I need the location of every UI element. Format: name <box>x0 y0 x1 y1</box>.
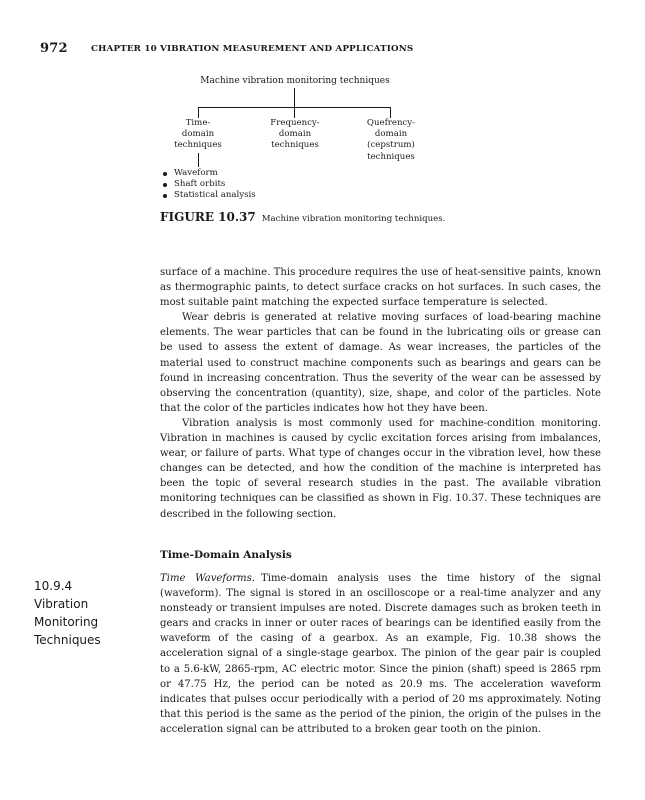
diagram-root-connector <box>294 88 295 108</box>
bullet-item: Waveform <box>160 168 256 179</box>
figure-caption <box>160 211 460 225</box>
run-in-heading: Time Waveforms. <box>160 573 255 584</box>
node-line: domain <box>278 129 312 140</box>
bullet-item: Shaft orbits <box>160 179 256 190</box>
diagram-node-frequency-domain <box>259 118 331 152</box>
diagram-node-time-domain <box>168 118 228 152</box>
paragraph: Vibration analysis is most commonly used for machine-condition monitoring. Vibration in machines is caused by cyclic excitation forces arising from imbalances, wear, or failure of parts. What type of changes occur in the vibration level, how these changes can be detected, and how the condition of the machine is interpreted has been the topic of several research studies in the past. The available vibration monitoring techniques can be classified as shown in Fig. 10.37. These techniques are described in the following section. <box>160 417 601 520</box>
section-title-line: Techniques <box>34 633 101 647</box>
chapter-header: CHAPTER 10 VIBRATION MEASUREMENT AND APPLICATIONS <box>91 44 414 54</box>
node-line: domain <box>181 129 215 140</box>
node-line: domain <box>374 129 408 140</box>
figure-caption-text: Machine vibration monitoring techniques. <box>261 214 446 224</box>
body-text <box>160 265 601 522</box>
figure-label: FIGURE 10.37 <box>160 210 256 224</box>
paragraph-text: Time-domain analysis uses the time history of the signal (waveform). The signal is stored in an oscilloscope or a real-time analyzer and any nonsteady or transient impulses are noted. Discrete damages such as broken teeth in gears and cracks in inner or outer races of bearings can be identified easily from the waveform of the casing of a gearbox. As an example, Fig. 10.38 shows the acceleration signal of a single-stage gearbox. The pinion of the gear pair is coupled to a 5.6-kW, 2865-rpm, AC electric motor. Since the pinion (shaft) speed is 2865 rpm or 47.75 Hz, the period can be noted as 20.9 ms. The acceleration waveform indicates that pulses occur periodically with a period of 20 ms approximately. Noting that this period is the same as the period of the pinion, the origin of the pulses in the acceleration signal can be attributed to a broken gear tooth on the pinion. <box>160 573 601 735</box>
time-domain-bullet-list <box>160 168 256 201</box>
subsection-text <box>160 571 601 737</box>
diagram-node-quefrency-domain <box>356 118 426 163</box>
subsection-heading: Time-Domain Analysis <box>160 549 292 561</box>
section-title-line: Monitoring <box>34 615 99 629</box>
diagram-root-label: Machine vibration monitoring techniques <box>200 76 390 86</box>
diagram-branch-connector <box>390 107 391 118</box>
paragraph: Wear debris is generated at relative moving surfaces of load-bearing machine elements. The wear particles that can be found in the lubricating oils or grease can be used to assess the extent of damage. As wear increases, the particles of the material used to construct machine components such as bearings and gears can be found in increasing concentration. Thus the severity of the wear can be assessed by observing the concentration (quantity), size, shape, and color of the particles. Note that the color of the particles indicates how hot they have been. <box>160 312 601 414</box>
node-line: techniques <box>174 140 222 151</box>
paragraph <box>160 571 601 737</box>
diagram-branch-connector <box>198 107 199 118</box>
diagram-branch-connector <box>294 107 295 118</box>
paragraph: surface of a machine. This procedure requires the use of heat-sensitive paints, known as thermographic paints, to detect surface cracks on hot surfaces. In such cases, the most suitable paint matching the expected surface temperature is selected. <box>160 267 601 309</box>
diagram-time-domain-connector <box>198 153 199 167</box>
node-line: Frequency- <box>270 118 320 128</box>
section-title-line: Vibration <box>34 597 89 611</box>
node-line: techniques <box>367 151 415 162</box>
node-line: (cepstrum) <box>367 140 415 151</box>
bullet-item: Statistical analysis <box>160 190 256 201</box>
section-heading <box>34 577 144 649</box>
node-line: Time- <box>185 118 211 128</box>
node-line: techniques <box>271 140 319 151</box>
page-number: 972 <box>40 41 68 56</box>
node-line: Quefrency- <box>366 118 416 128</box>
section-number: 10.9.4 <box>34 579 73 593</box>
